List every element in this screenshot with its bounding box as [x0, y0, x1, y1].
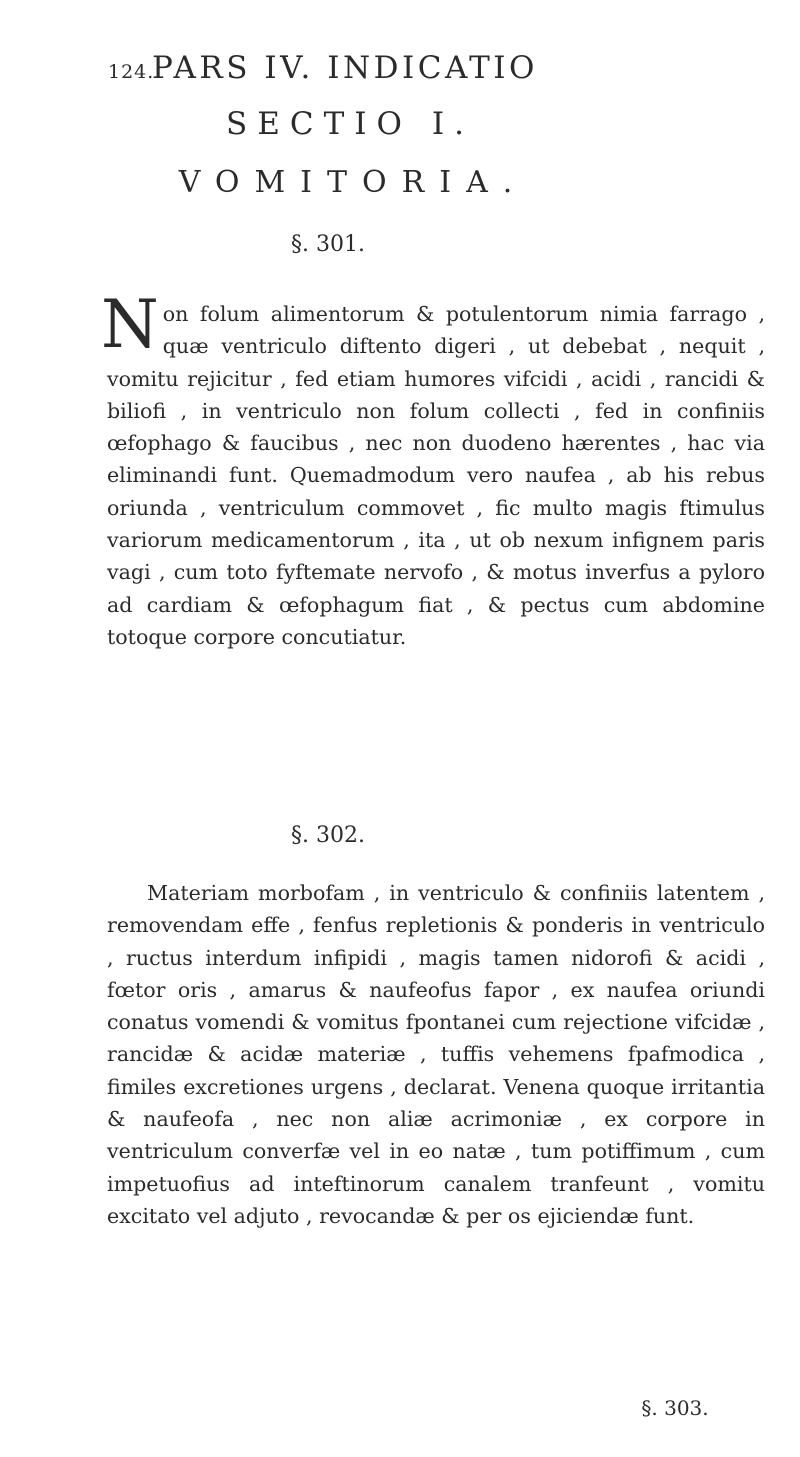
paragraph-text [107, 877, 765, 1232]
page-number: 124. [108, 61, 155, 83]
paragraph-number: §. 302. [291, 823, 365, 848]
running-title: PARS IV. INDICATIO [152, 50, 538, 86]
paragraph-body: on folum alimentorum & potulentorum nimia farrago , quæ ventriculo diftento digeri , ut debebat , nequit , vomitu rejicitur , fed etiam humores vifcidi , acidi , rancidi & biliofi , in ventriculo non folum collecti , fed in confiniis œfophago & faucibus , nec non duodeno hærentes , hac via eliminandi funt. Quemadmodum vero naufea , ab his rebus oriunda , ventriculum commovet , fic multo magis ftimulus variorum medicamentorum , ita , ut ob nexum infignem paris vagi , cum toto fyftemate nervofo , & motus inverfus a pyloro ad cardiam & œfophagum fiat , & pectus cum abdomine totoque corpore concutiatur. [107, 302, 765, 649]
paragraph-body: Materiam morbofam , in ventriculo & confiniis latentem , removendam effe , fenfus repletionis & ponderis in ventriculo , ructus interdum infipidi , magis tamen nidorofi & acidi , fœtor oris , amarus & naufeofus fapor , ex naufea oriundi conatus vomendi & vomitus fpontanei cum rejectione vifcidæ , rancidæ & acidæ materiæ , tuffis vehemens fpafmodica , fimiles excretiones urgens , declarat. Venena quoque irritantia & naufeofa , nec non aliæ acrimoniæ , ex corpore in ventriculum converfæ vel in eo natæ , tum potiffimum , cum impetuofius ad inteftinorum canalem tranfeunt , vomitu excitato vel adjuto , revocandæ & per os ejiciendæ funt. [107, 881, 765, 1228]
drop-cap-initial: N [101, 286, 159, 363]
subject-title: VOMITORIA. [178, 165, 528, 200]
running-head [108, 50, 768, 86]
section-title: SECTIO I. [226, 106, 474, 142]
paragraph-number: §. 301. [291, 232, 365, 257]
catchword: §. 303. [641, 1396, 709, 1420]
paragraph-text [101, 286, 765, 653]
